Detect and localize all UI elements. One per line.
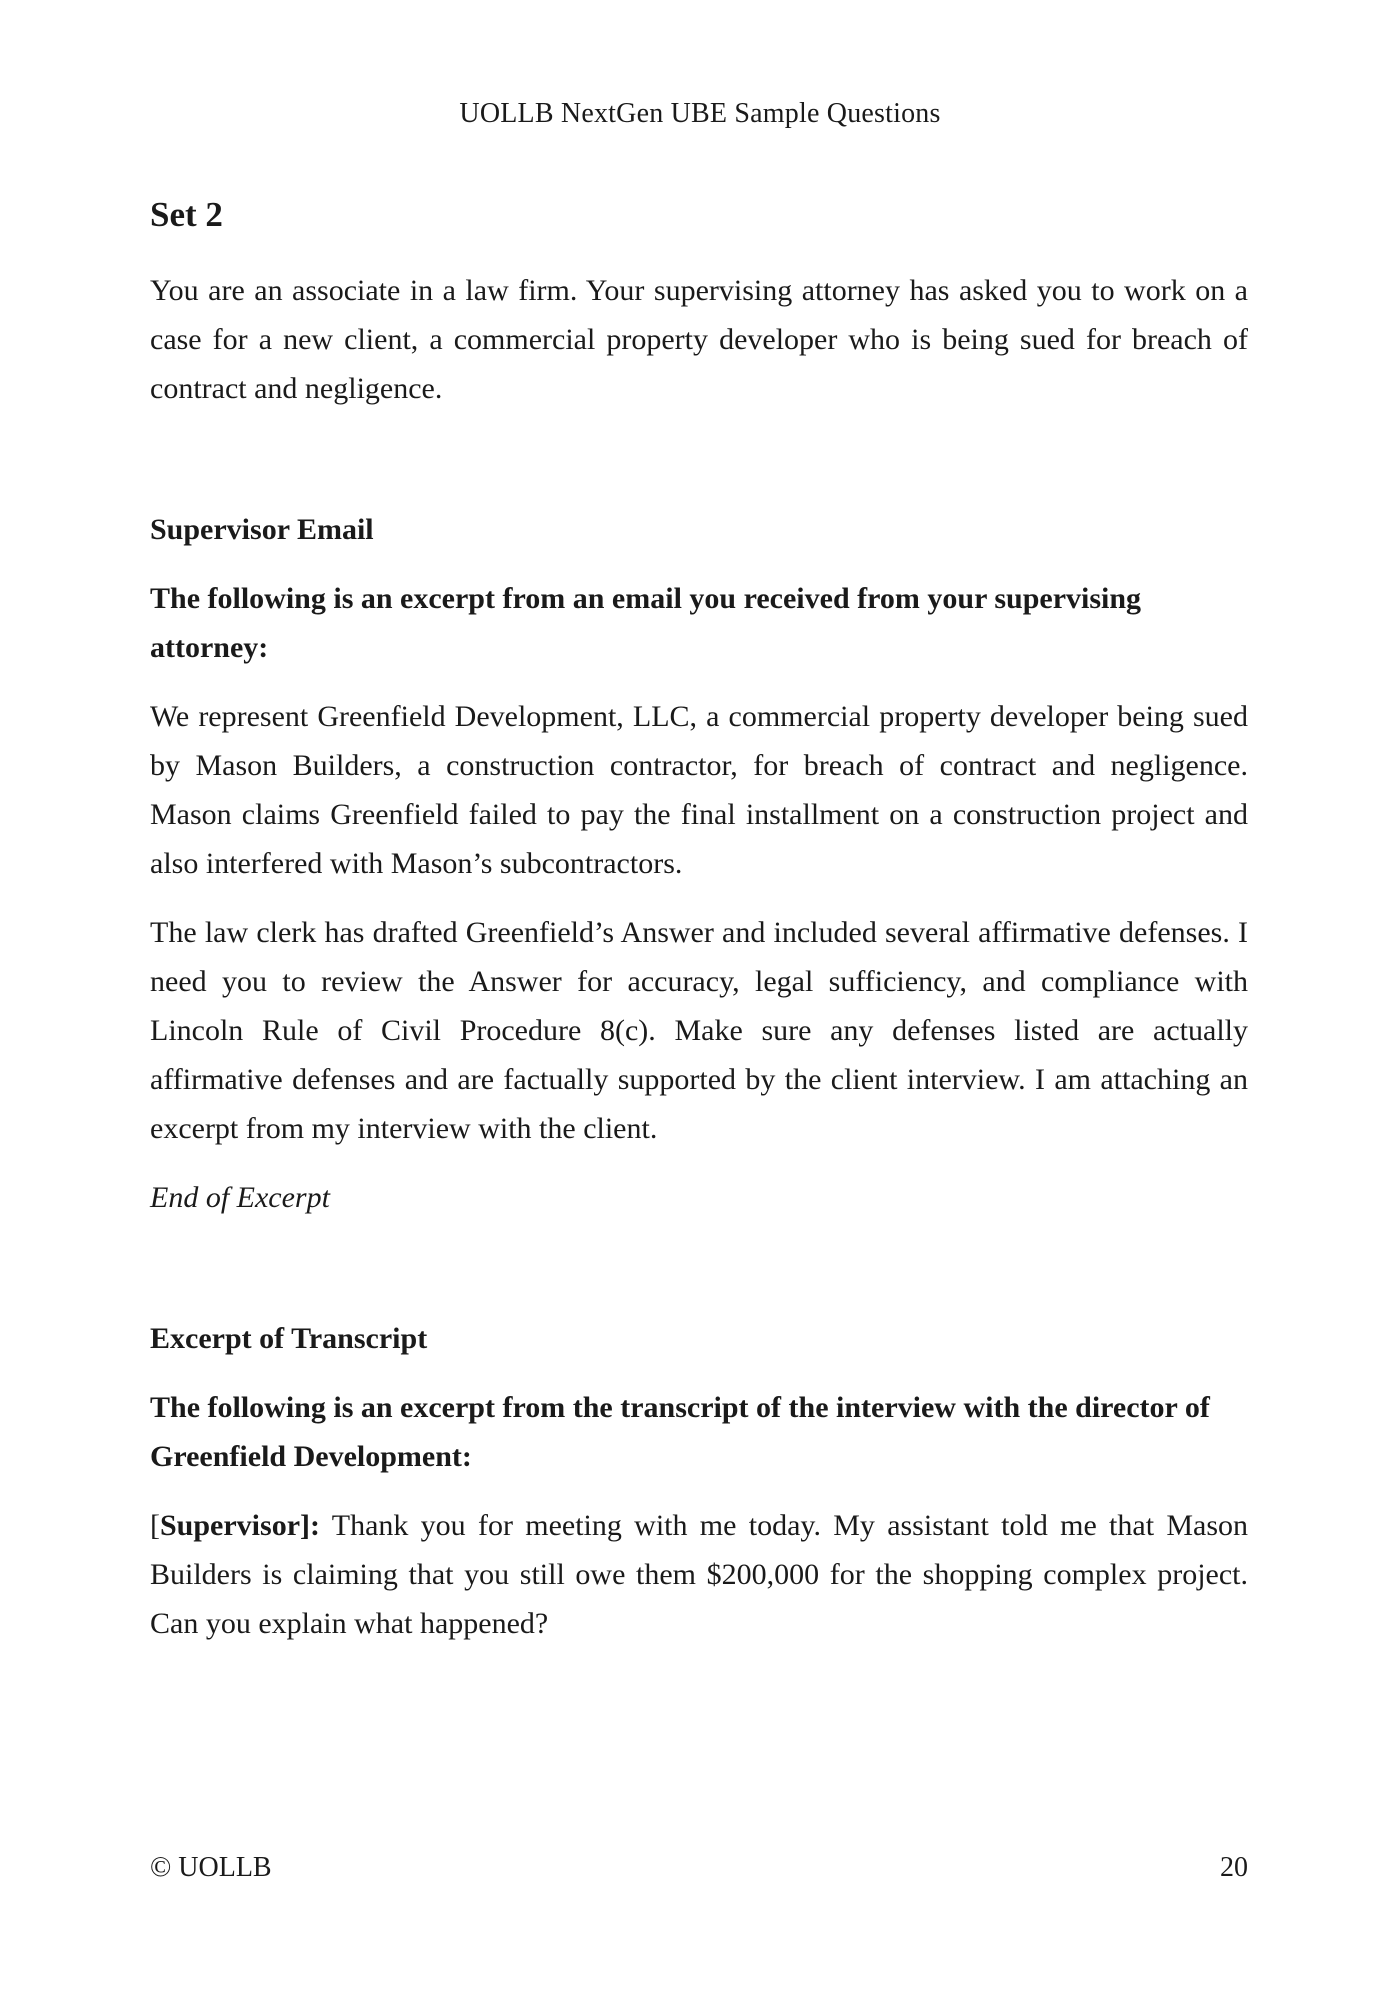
end-of-excerpt-note: End of Excerpt (150, 1180, 330, 1214)
footer-page-number: 20 (1220, 1852, 1248, 1883)
transcript-text: Thank you for meeting with me today. My assistant told me that Mason Builders is claiming that you still owe them $200,000 for the shopping complex project. Can you explain what happened? (150, 1508, 1248, 1640)
running-header: UOLLB NextGen UBE Sample Questions (459, 98, 941, 129)
page-content (150, 192, 1248, 1668)
supervisor-email-lead: The following is an excerpt from an email you received from your supervising attorney: (150, 581, 1142, 664)
transcript-entry (150, 1501, 1248, 1648)
speaker-label: Supervisor]: (160, 1508, 320, 1542)
email-paragraph: We represent Greenfield Development, LLC, a commercial property developer being sued by Mason Builders, a construction contractor, for breach of contract and negligence. Mason claims Greenfield failed to pay the final installment on a construction project and also interfered with Mason’s subcontractors. (150, 699, 1248, 880)
supervisor-email-heading: Supervisor Email (150, 512, 374, 546)
transcript-heading: Excerpt of Transcript (150, 1321, 428, 1355)
intro-paragraph: You are an associate in a law firm. Your supervising attorney has asked you to work on a case for a new client, a commercial property developer who is being sued for breach of contract and negligence. (150, 273, 1248, 405)
footer-copyright: © UOLLB (150, 1852, 272, 1883)
transcript-lead: The following is an excerpt from the transcript of the interview with the director of Greenfield Development: (150, 1390, 1210, 1473)
speaker-bracket: [ (150, 1508, 160, 1542)
set-title: Set 2 (150, 195, 223, 234)
email-paragraph: The law clerk has drafted Greenfield’s Answer and included several affirmative defenses. I need you to review the Answer for accuracy, legal sufficiency, and compliance with Lincoln Rule of Civil Procedure 8(c). Make sure any defenses listed are actually affirmative defenses and are factually supported by the client interview. I am attaching an excerpt from my interview with the client. (150, 915, 1248, 1145)
